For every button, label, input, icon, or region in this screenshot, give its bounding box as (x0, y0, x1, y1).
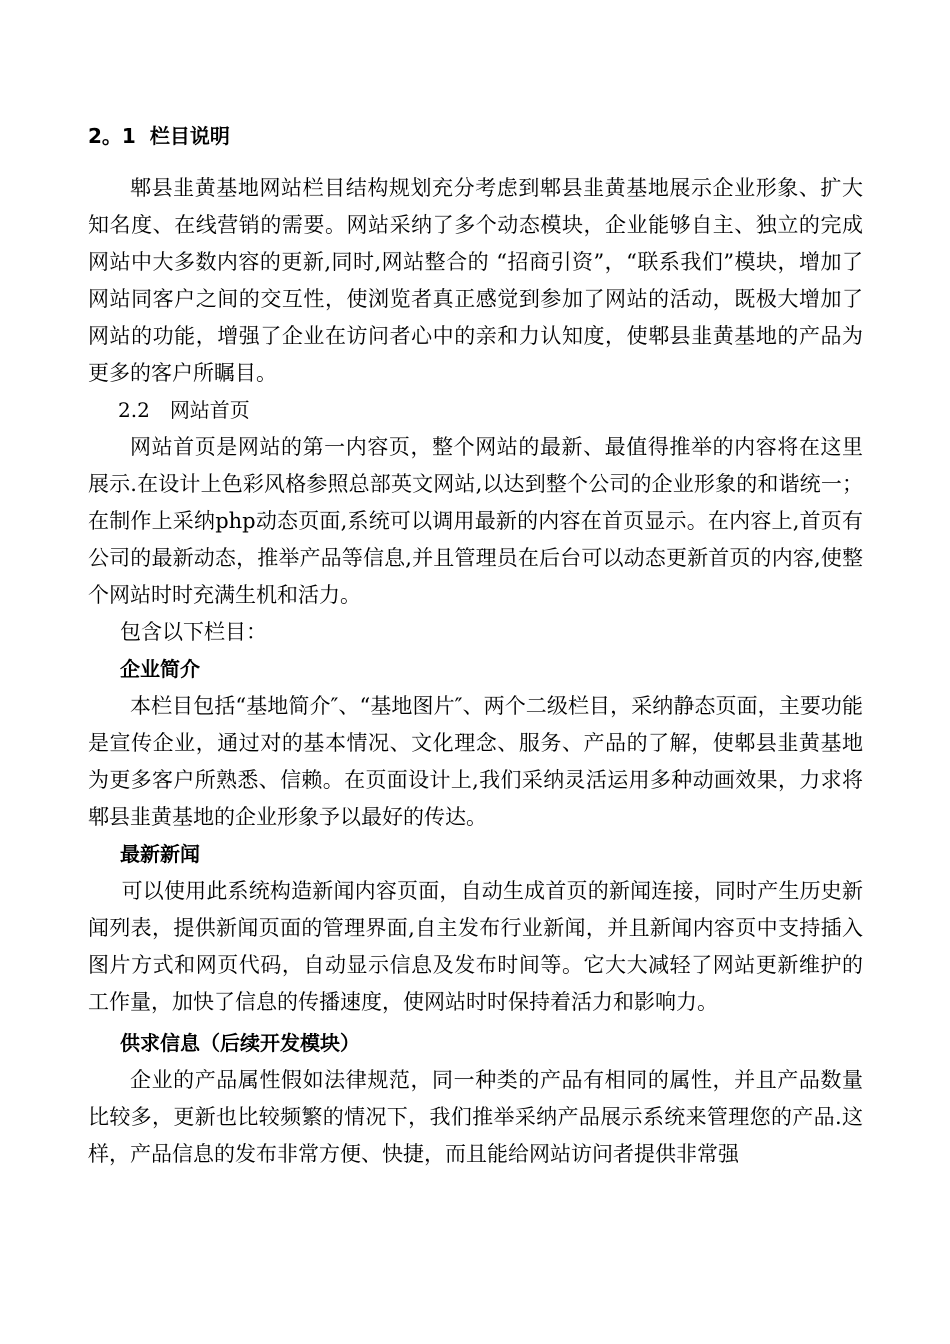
section-number: 2。1 (88, 124, 136, 148)
includes-label: 包含以下栏目： (120, 620, 267, 644)
section-title: 栏目说明 (149, 124, 230, 148)
company-intro-heading: 企业简介 (120, 657, 200, 681)
latest-news-paragraph: 可以使用此系统构造新闻内容页面，自动生成首页的新闻连接，同时产生历史新闻列表，提供新闻页面的管理界面,自主发布行业新闻，并且新闻内容页中支持插入图片方式和网页代码，自动显示信息及发布时间等。它大大减轻了网站更新维护的工作量，加快了信息的传播速度，使网站时时保持着活力和影响力。 (88, 879, 863, 1014)
section-heading-2-1 (88, 118, 863, 154)
latest-news-heading: 最新新闻 (120, 842, 200, 866)
section-2-2-paragraph: 网站首页是网站的第一内容页，整个网站的最新、最值得推举的内容将在这里展示.在设计上色彩风格参照总部英文网站,以达到整个公司的企业形象的和谐统一；在制作上采纳php动态页面,系统可以调用最新的内容在首页显示。在内容上,首页有公司的最新动态，推举产品等信息,并且管理员在后台可以动态更新首页的内容,使整个网站时时充满生机和活力。 (88, 435, 863, 607)
supply-demand-paragraph: 企业的产品属性假如法律规范，同一种类的产品有相同的属性，并且产品数量比较多，更新也比较频繁的情况下，我们推举采纳产品展示系统来管理您的产品.这样，产品信息的发布非常方便、快捷，而且能给网站访问者提供非常强 (88, 1068, 863, 1166)
supply-demand-heading: 供求信息（后续开发模块） (120, 1031, 360, 1055)
section-title: 网站首页 (169, 398, 250, 422)
section-number: 2.2 (118, 398, 150, 422)
section-2-1-paragraph: 郫县韭黄基地网站栏目结构规划充分考虑到郫县韭黄基地展示企业形象、扩大知名度、在线营销的需要。网站采纳了多个动态模块，企业能够自主、独立的完成网站中大多数内容的更新,同时,网站整合的 “招商引资”，“联系我们”模块，增加了网站同客户之间的交互性，使浏览者真正感觉到参加了网站的活动，既极大增加了网站的功能，增强了企业在访问者心中的亲和力认知度，使郫县韭黄基地的产品为更多的客户所瞩目。 (88, 176, 863, 385)
document-body (88, 118, 863, 1173)
section-heading-2-2 (88, 392, 863, 429)
company-intro-paragraph: 本栏目包括“基地简介″、“基地图片″、两个二级栏目，采纳静态页面，主要功能是宣传企业，通过对的基本情况、文化理念、服务、产品的了解，使郫县韭黄基地为更多客户所熟悉、信赖。在页面设计上,我们采纳灵活运用多种动画效果，力求将郫县韭黄基地的企业形象予以最好的传达。 (88, 694, 863, 829)
